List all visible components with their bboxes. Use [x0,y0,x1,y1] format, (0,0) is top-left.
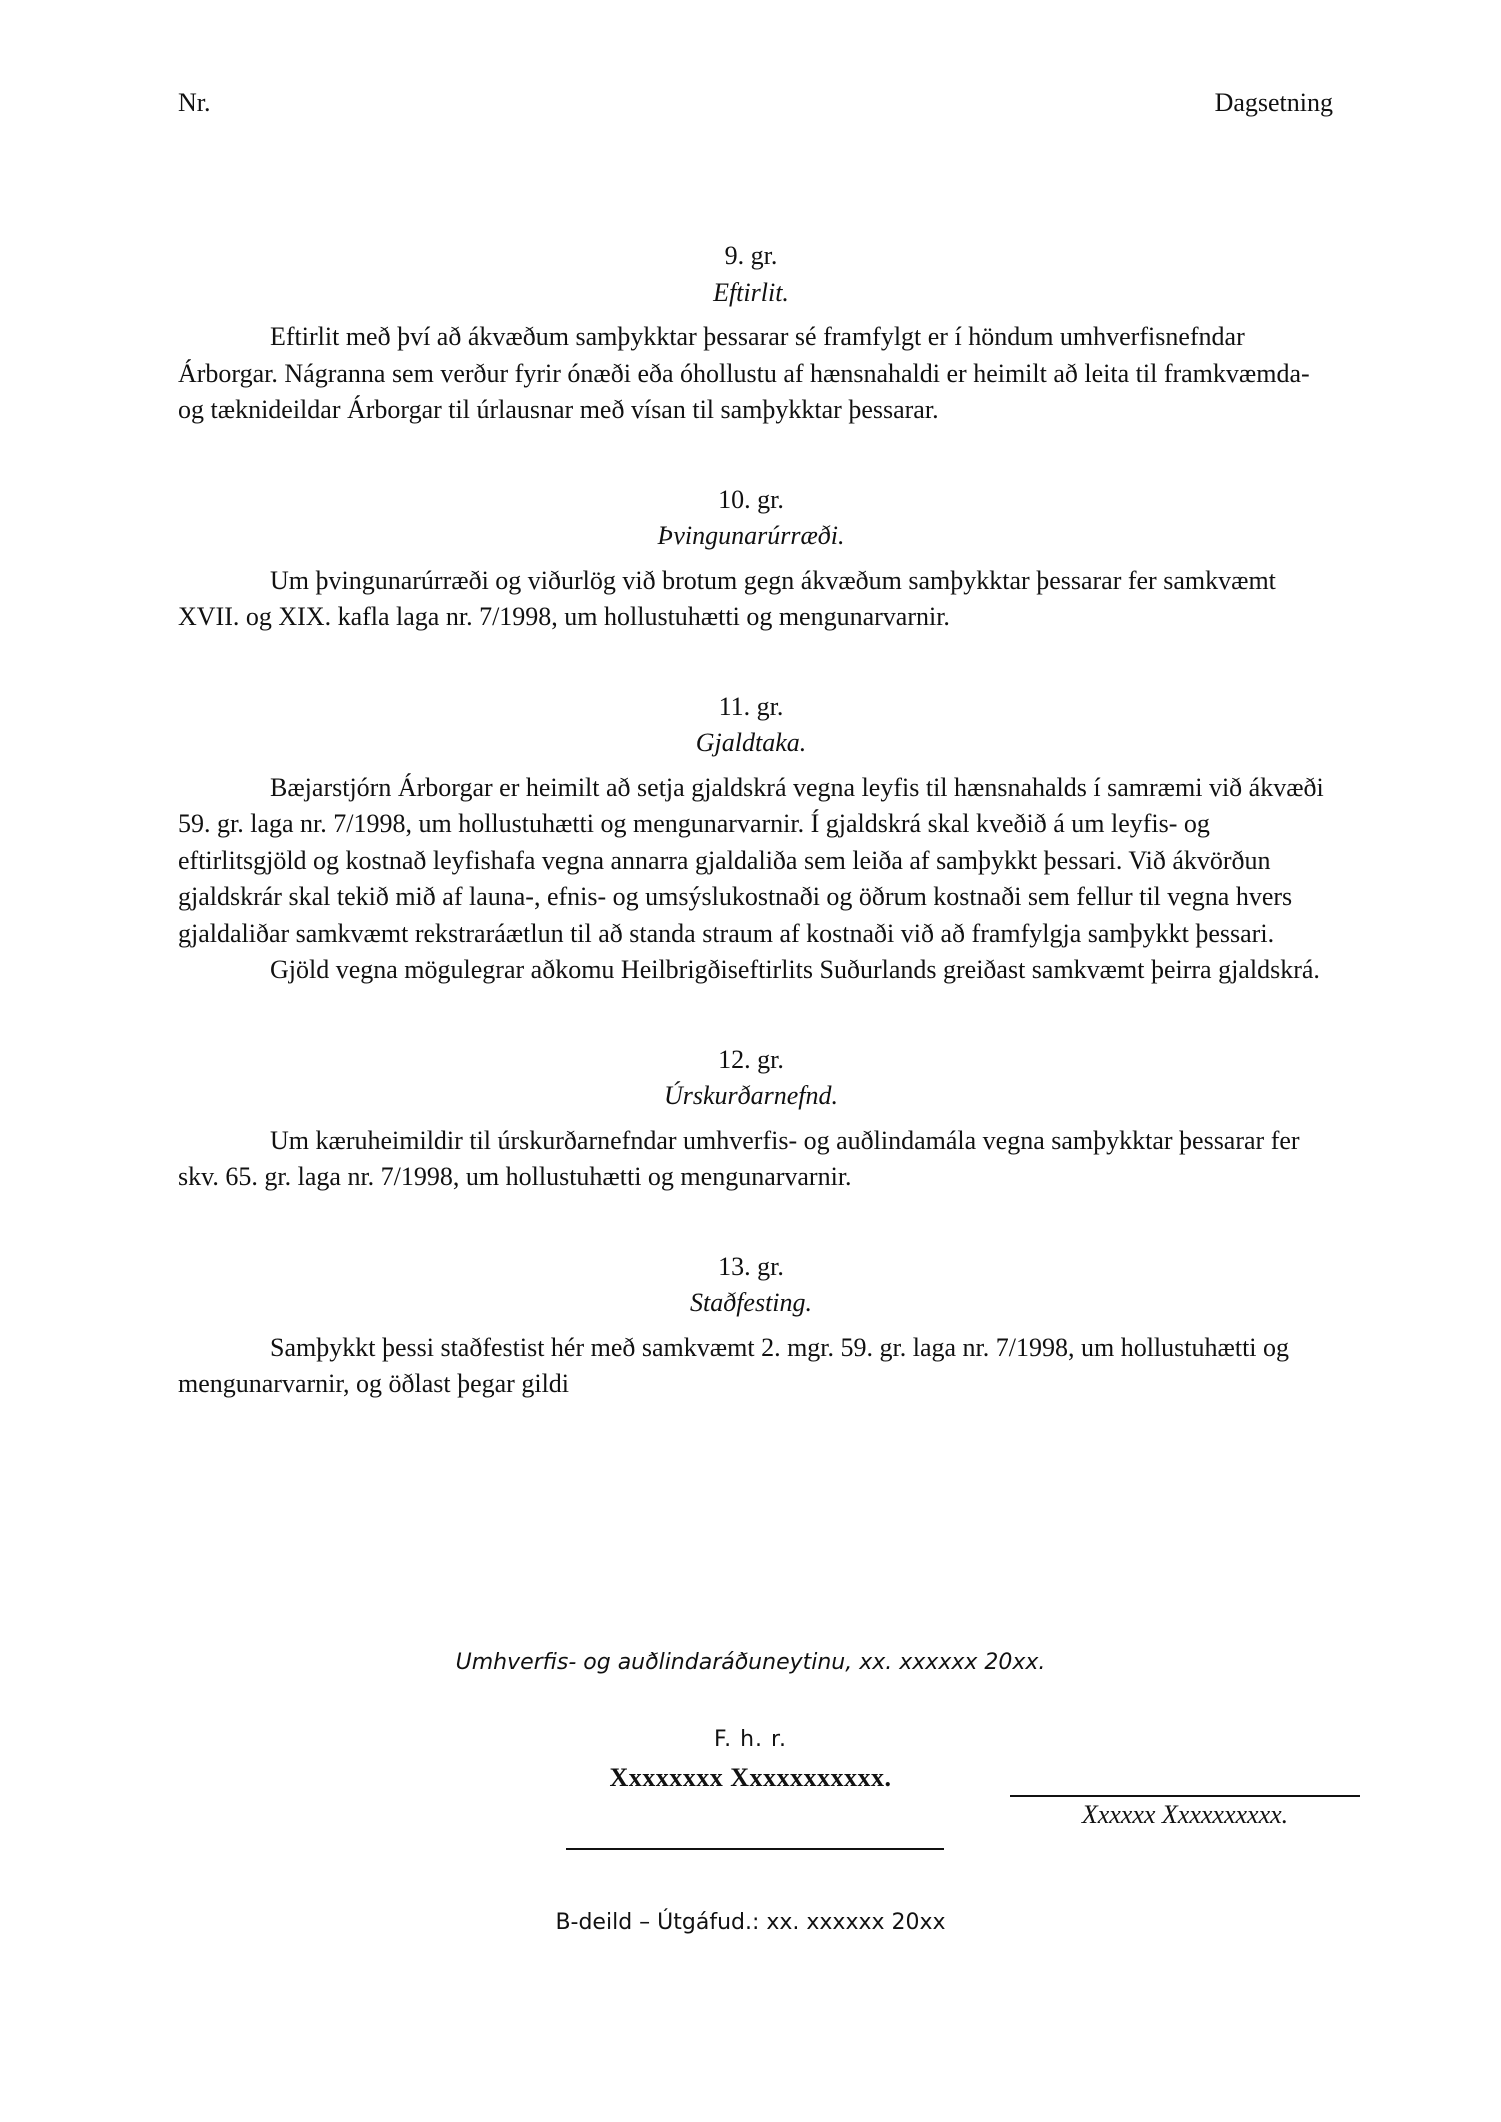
article-12 [178,1042,1324,1196]
article-number: 12. gr. [718,1044,784,1074]
article-paragraph: Um þvingunarúrræði og viðurlög við brotum gegn ákvæðum samþykktar þessarar fer samkvæmt XVII. og XIX. kafla laga nr. 7/1998, um hollustuhætti og mengunarvarnir. [178,565,1276,631]
article-paragraph: Bæjarstjórn Árborgar er heimilt að setja gjaldskrá vegna leyfis til hænsnahalds í samræmi við ákvæði 59. gr. laga nr. 7/1998, um hollustuhætti og mengunarvarnir. Í gjaldskrá skal kveðið á um leyfis- og eftirlitsgjöld og kostnað leyfishafa vegna annarra gjaldaliða sem leiða af samþykkt þessari. Við ákvörðun gjaldskrár skal tekið mið af launa-, efnis- og umsýslukostnaði og öðrum kostnaði sem fellur til vegna hvers gjaldaliðar samkvæmt rekstraráætlun til að standa straum af kostnaði við að framfylgja samþykkt þessari. [178,772,1324,948]
article-paragraph: Samþykkt þessi staðfestist hér með samkvæmt 2. mgr. 59. gr. laga nr. 7/1998, um hollustuhætti og mengunarvarnir, og öðlast þegar gildi [178,1332,1290,1398]
article-number: 13. gr. [718,1251,784,1281]
signature-line-right [1010,1795,1360,1797]
article-11 [178,689,1324,989]
article-paragraph: Um kæruheimildir til úrskurðarnefndar umhverfis- og auðlindamála vegna samþykktar þessarar fer skv. 65. gr. laga nr. 7/1998, um hollustuhætti og mengunarvarnir. [178,1125,1300,1191]
article-10 [178,482,1324,636]
signature-place-date: Umhverfis- og auðlindaráðuneytinu, xx. xxxxxx 20xx. [455,1650,1046,1675]
article-title: Eftirlit. [713,277,789,307]
article-title: Gjaldtaka. [695,728,807,757]
article-number: 9. gr. [724,241,778,270]
article-13 [178,1249,1324,1403]
second-signer-name: Xxxxxx Xxxxxxxxxx. [1081,1800,1289,1829]
article-paragraph: Gjöld vegna mögulegrar aðkomu Heilbrigðiseftirlits Suðurlands greiðast samkvæmt þeirra gjaldskrá. [270,955,1320,984]
signature-line-left [566,1848,944,1850]
signer-name: Xxxxxxxx Xxxxxxxxxxx. [609,1763,892,1792]
on-behalf-label: F. h. r. [713,1727,788,1752]
article-title: Staðfesting. [689,1288,813,1317]
article-number: 10. gr. [718,484,784,514]
article-title: Þvingunarúrræði. [657,521,845,550]
number-label: Nr. [178,88,211,117]
article-paragraph: Eftirlit með því að ákvæðum samþykktar þessarar sé framfylgt er í höndum umhverfisnefndar Árborgar. Nágranna sem verður fyrir ónæði eða óhollustu af hænsnahaldi er heimilt að leita til framkvæmda- og tæknideildar Árborgar til úrlausnar með vísan til samþykktar þessarar. [178,322,1310,424]
articles-body [178,238,1324,1456]
article-number: 11. gr. [718,691,784,721]
article-title: Úrskurðarnefnd. [663,1081,839,1110]
publication-footer: B-deild – Útgáfud.: xx. xxxxxx 20xx [555,1910,946,1935]
article-9 [178,238,1324,429]
date-label: Dagsetning [1214,88,1333,117]
